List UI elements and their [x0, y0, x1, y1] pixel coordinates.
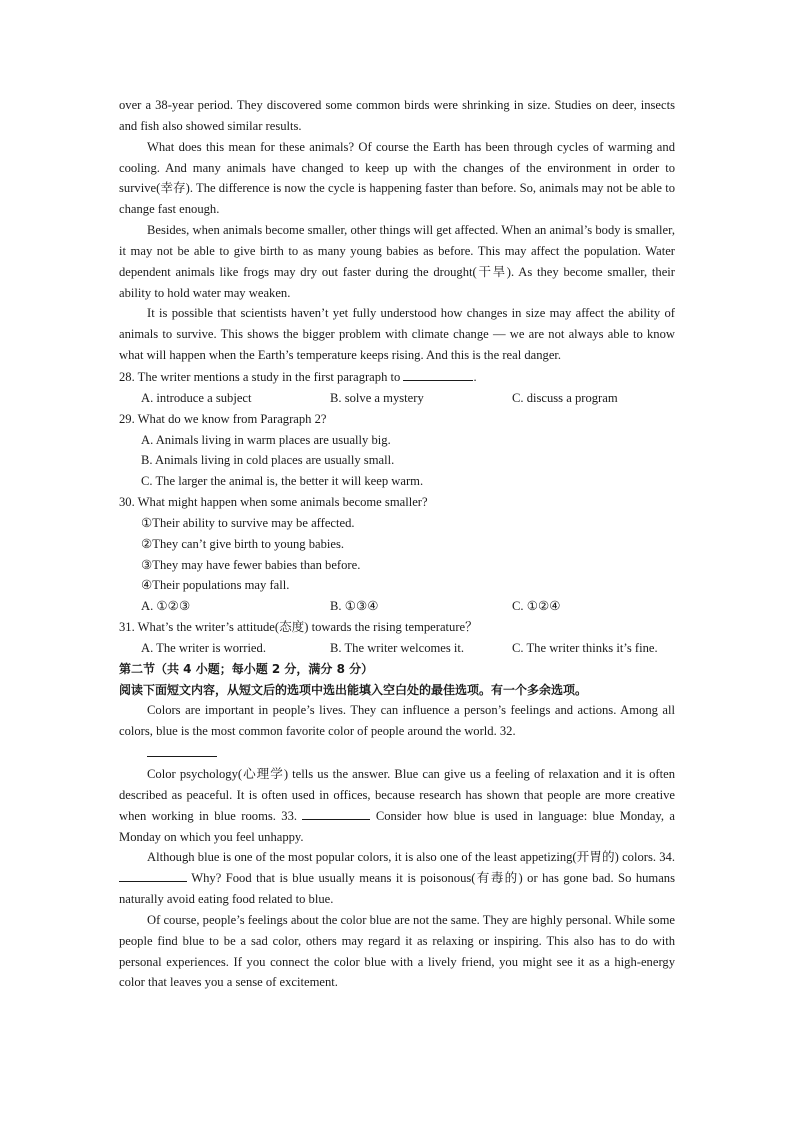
- question-31: [119, 617, 675, 659]
- option-c: C. ①②④: [512, 599, 561, 614]
- option-a: A. ①②③: [141, 599, 191, 614]
- question-31-options: [119, 638, 675, 659]
- passage-a-paragraph-3: Besides, when animals become smaller, other things will get affected. When an animal’s body is smaller, it may not be able to give birth to as many young babies as before. This may affect the population. Water dependent animals like frogs may dry out faster during the drought(干旱). As they become smaller, their ability to hold water may weaken.: [119, 223, 675, 300]
- statement-1: ①Their ability to survive may be affected.: [141, 515, 355, 530]
- statement-3: ③They may have fewer babies than before.: [141, 557, 361, 572]
- option-c: C. The writer thinks it’s fine.: [512, 640, 658, 655]
- option-b: B. ①③④: [330, 599, 379, 614]
- answer-blank-33: [302, 806, 370, 820]
- section-2-heading: 第二节（共 4 小题；每小题 2 分，满分 8 分）: [119, 661, 374, 676]
- question-30: [119, 492, 675, 617]
- passage-b-paragraph-1: Colors are important in people’s lives. They can influence a person’s feelings and actions. Among all colors, blue is the most common favorite color of people around the world. 32.: [119, 700, 675, 764]
- passage-b-paragraph-3: Although blue is one of the most popular colors, it is also one of the least appetizing(开胃的) colors. 34. Why? Food that is blue usually means it is poisonous(有毒的) or has gone bad. So humans naturally avoid eating food related to blue.: [119, 850, 675, 907]
- passage-b-paragraph-4: Of course, people’s feelings about the color blue are not the same. They are highly personal. While some people find blue to be a sad color, others may regard it as relaxing or inspiring. This also has to do with personal experiences. If you connect the color blue with a lively friend, you might see it as a high-energy color that leaves you a sense of excitement.: [119, 912, 675, 990]
- passage-a-paragraph-4: It is possible that scientists haven’t yet fully understood how changes in size may affect the ability of animals to survive. This shows the bigger problem with climate change — we are not always able to know what will happen when the Earth’s temperature keeps rising. And this is the real danger.: [119, 306, 675, 363]
- answer-blank: [403, 366, 473, 381]
- question-28-options: [119, 388, 675, 409]
- option-b: B. The writer welcomes it.: [330, 640, 465, 655]
- question-30-stem: 30. What might happen when some animals become smaller?: [119, 495, 428, 510]
- statement-4: ④Their populations may fall.: [141, 578, 290, 593]
- section-2-instruction: 阅读下面短文内容，从短文后的选项中选出能填入空白处的最佳选项。有一个多余选项。: [119, 682, 588, 697]
- answer-blank-34: [119, 868, 187, 882]
- option-a: A. The writer is worried.: [141, 640, 266, 655]
- question-30-options: [119, 596, 675, 617]
- question-29-stem: 29. What do we know from Paragraph 2?: [119, 411, 327, 426]
- option-c: C. The larger the animal is, the better it will keep warm.: [141, 474, 424, 489]
- option-b: B. solve a mystery: [330, 390, 424, 405]
- option-c: C. discuss a program: [512, 390, 618, 405]
- exam-page: [119, 95, 675, 993]
- passage-a-paragraph-2: What does this mean for these animals? Of course the Earth has been through cycles of warming and cooling. And many animals have changed to keep up with the changes of the environment in order to survive(幸存). The difference is now the cycle is happening faster than before. So, animals may not be able to change fast enough.: [119, 139, 675, 217]
- question-31-stem: 31. What’s the writer’s attitude(态度) towards the rising temperature？: [119, 620, 478, 635]
- answer-blank-32: [147, 742, 217, 757]
- question-28-stem: 28. The writer mentions a study in the first paragraph to .: [119, 366, 675, 388]
- passage-a-paragraph-1-end: over a 38-year period. They discovered some common birds were shrinking in size. Studies on deer, insects and fish also showed similar results.: [119, 98, 675, 133]
- question-29: [119, 409, 675, 492]
- statement-2: ②They can’t give birth to young babies.: [141, 536, 345, 551]
- passage-b-paragraph-2: Color psychology(心理学) tells us the answer. Blue can give us a feeling of relaxation and it is often described as peaceful. It is often used in offices, because research has shown that people are more creative when working in blue rooms. 33. Consider how blue is used in language: blue Monday, a Monday on which you feel unhappy.: [119, 767, 675, 844]
- question-28: [119, 366, 675, 409]
- option-a: A. Animals living in warm places are usually big.: [141, 432, 391, 447]
- option-a: A. introduce a subject: [141, 390, 252, 405]
- option-b: B. Animals living in cold places are usually small.: [141, 453, 395, 468]
